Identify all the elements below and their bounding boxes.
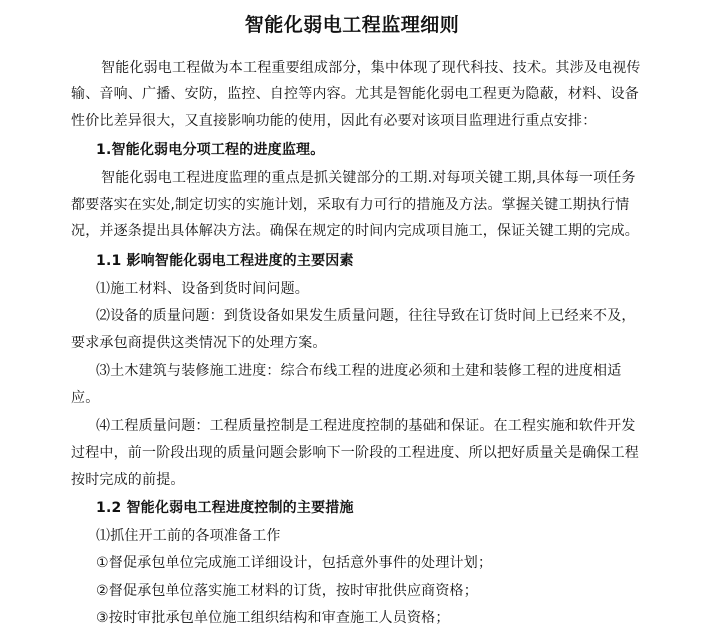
intro-line-1: 智能化弱电工程做为本工程重要组成部分，集中体现了现代科技、技术。其涉及电视传 [101, 60, 641, 76]
section-1-1-item-2-line-2: 要求承包商提供这类情况下的处理方案。 [71, 335, 327, 351]
section-1-line-3: 况，并逐条提出具体解决方法。确保在规定的时间内完成项目施工，保证关键工期的完成。 [71, 223, 639, 239]
section-1-2-line-3: ②督促承包单位落实施工材料的订货，按时审批供应商资格； [96, 583, 478, 599]
section-1-1-item-4-line-3: 按时完成的前提。 [71, 472, 185, 488]
section-1-1-item-3-line-1: ⑶土木建筑与装修施工进度：综合布线工程的进度必须和土建和装修工程的进度相适 [96, 363, 622, 379]
section-1-1-item-4-line-1: ⑷工程质量问题：工程质量控制是工程进度控制的基础和保证。在工程实施和软件开发 [96, 418, 636, 434]
section-1-heading: 1.智能化弱电分项工程的进度监理。 [96, 142, 325, 158]
section-1-1-item-4-line-2: 过程中，前一阶段出现的质量问题会影响下一阶段的工程进度、所以把好质量关是确保工程 [71, 445, 639, 461]
section-1-line-1: 智能化弱电工程进度监理的重点是抓关键部分的工期.对每项关键工期,具体每一项任务 [101, 170, 636, 186]
section-1-1-heading: 1.1 影响智能化弱电工程进度的主要因素 [96, 253, 354, 269]
intro-line-3: 性价比差异很大，又直接影响功能的使用，因此有必要对该项目监理进行重点安排： [71, 113, 597, 129]
section-1-2-line-2: ①督促承包单位完成施工详细设计，包括意外事件的处理计划； [96, 555, 493, 571]
section-1-1-item-3-line-2: 应。 [71, 390, 100, 406]
section-1-1-item-2-line-1: ⑵设备的质量问题：到货设备如果发生质量问题，往往导致在订货时间上已经来不及， [96, 308, 636, 324]
intro-line-2: 输、音响、广播、安防，监控、自控等内容。尤其是智能化弱电工程更为隐蔽，材料、设备 [71, 86, 639, 102]
section-1-line-2: 都要落实在实处,制定切实的实施计划，采取有力可行的措施及方法。掌握关键工期执行情 [71, 197, 630, 213]
section-1-2-heading: 1.2 智能化弱电工程进度控制的主要措施 [96, 500, 354, 516]
section-1-2-line-1: ⑴抓住开工前的各项准备工作 [96, 528, 281, 544]
section-1-1-item-1: ⑴施工材料、设备到货时间问题。 [96, 281, 309, 297]
document-title: 智能化弱电工程监理细则 [244, 14, 460, 36]
section-1-2-line-4: ③按时审批承包单位施工组织结构和审查施工人员资格； [96, 610, 450, 626]
